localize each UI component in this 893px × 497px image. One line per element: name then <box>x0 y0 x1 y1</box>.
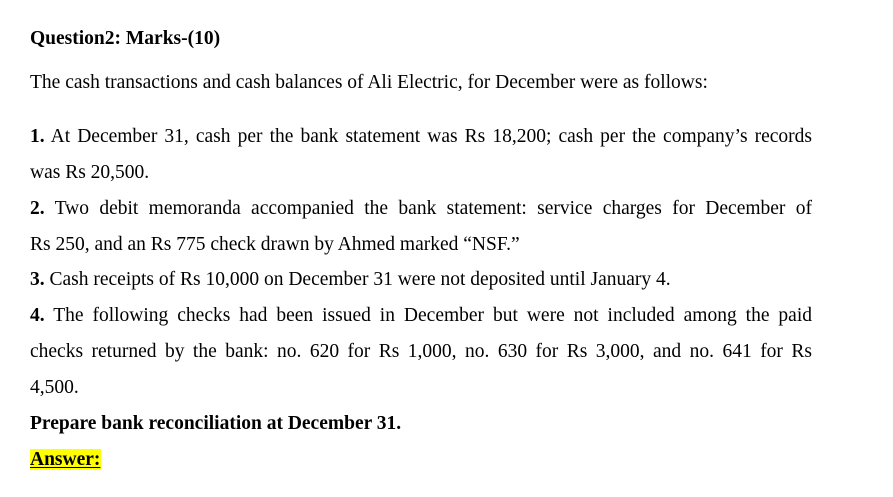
list-item-4-line-2: checks returned by the bank: no. 620 for Rs 1,000, no. 630 for Rs 3,000, and no. 641 for Rs <box>30 341 812 362</box>
list-item-4-line-1 <box>30 305 812 327</box>
list-item-4-line-3: 4,500. <box>30 377 79 398</box>
list-item-1-number: 1. <box>30 126 45 147</box>
answer-label <box>30 449 101 471</box>
list-item-3-text: Cash receipts of Rs 10,000 on December 31 were not deposited until January 4. <box>49 269 671 290</box>
list-item-1-line-1 <box>30 126 812 148</box>
list-item-2-line-2: Rs 250, and an Rs 775 check drawn by Ahmed marked “NSF.” <box>30 234 520 255</box>
intro-paragraph: The cash transactions and cash balances of Ali Electric, for December were as follows: <box>30 72 708 93</box>
list-item-1-line-2: was Rs 20,500. <box>30 162 150 183</box>
answer-highlight: Answer: <box>30 449 101 470</box>
list-item-3-number: 3. <box>30 269 45 290</box>
list-item-2-line-1 <box>30 198 812 220</box>
list-item-4-text: The following checks had been issued in December but were not included among the paid <box>53 305 812 326</box>
instruction-text: Prepare bank reconciliation at December 31. <box>30 413 402 434</box>
list-item-2-text: Two debit memoranda accompanied the bank statement: service charges for December of <box>54 198 813 219</box>
list-item-4-number: 4. <box>30 305 45 326</box>
question-heading: Question2: Marks-(10) <box>30 28 221 49</box>
list-item-2-number: 2. <box>30 198 45 219</box>
list-item-1-text: At December 31, cash per the bank statement was Rs 18,200; cash per the company’s records <box>50 126 812 147</box>
list-item-3-line-1 <box>30 269 671 291</box>
